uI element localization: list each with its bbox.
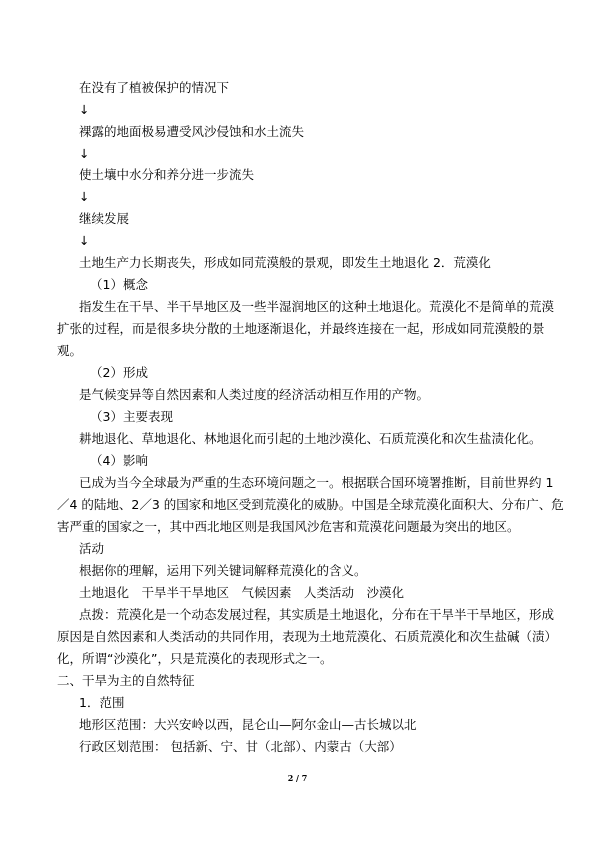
paragraph-line: 根据你的理解，运用下列关键词解释荒漠化的含义。: [79, 563, 367, 578]
text-line: 使土壤中水分和养分进一步流失: [79, 167, 255, 182]
section-heading: （4）影响: [90, 453, 148, 468]
paragraph-line: 是气候变异等自然因素和人类过度的经济活动相互作用的产物。: [79, 387, 430, 402]
keyword-list: 土地退化 干旱半干旱地区 气候因素 人类活动 沙漠化: [79, 585, 405, 600]
activity-label: 活动: [79, 541, 105, 556]
page-number: 2 / 7: [287, 773, 308, 783]
section-heading: （3）主要表现: [90, 409, 173, 424]
paragraph-line: 点拨：荒漠化是一个动态发展过程，其实质是土地退化，分布在干旱半干旱地区，形成: [79, 607, 555, 622]
text-line: 在没有了植被保护的情况下: [79, 80, 230, 95]
paragraph-line: 害严重的国家之一，其中西北地区则是我国风沙危害和荒漠花问题最为突出的地区。: [57, 519, 520, 534]
subsection-heading: 1．范围: [79, 695, 125, 710]
text-line: 裸露的地面极易遭受风沙侵蚀和水土流失: [79, 124, 305, 139]
paragraph-line: 原因是自然因素和人类活动的共同作用，表现为土地荒漠化、石质荒漠化和次生盐碱（渍）: [57, 629, 558, 644]
paragraph-line: ／4 的陆地、2／3 的国家和地区受到荒漠化的威胁。中国是全球荒漠化面积大、分布广、危: [57, 497, 564, 512]
down-arrow: ↓: [79, 146, 90, 161]
paragraph-line: 已成为当今全球最为严重的生态环境问题之一。根据联合国环境署推断，目前世界约 1: [79, 475, 554, 490]
section-heading: 二、干旱为主的自然特征: [57, 673, 195, 688]
down-arrow: ↓: [79, 102, 90, 117]
section-heading: （2）形成: [90, 365, 148, 380]
text-line: 土地生产力长期丧失，形成如同荒漠般的景观，即发生土地退化 2．荒漠化: [79, 255, 491, 270]
paragraph-line: 地形区范围：大兴安岭以西，昆仑山—阿尔金山—古长城以北: [79, 717, 417, 732]
paragraph-line: 扩张的过程，而是很多块分散的土地逐渐退化，并最终连接在一起，形成如同荒漠般的景: [57, 321, 545, 336]
down-arrow: ↓: [79, 189, 90, 204]
paragraph-line: 耕地退化、草地退化、林地退化而引起的土地沙漠化、石质荒漠化和次生盐渍化化。: [79, 431, 542, 446]
paragraph-line: 观。: [57, 343, 83, 358]
section-heading: （1）概念: [90, 277, 148, 292]
down-arrow: ↓: [79, 233, 90, 248]
paragraph-line: 化，所谓“沙漠化”，只是荒漠化的表现形式之一。: [57, 651, 333, 666]
paragraph-line: 行政区划范围： 包括新、宁、甘（北部）、内蒙古（大部）: [79, 739, 402, 754]
paragraph-line: 指发生在干旱、半干旱地区及一些半湿润地区的这种土地退化。荒漠化不是简单的荒漠: [79, 299, 555, 314]
text-line: 继续发展: [79, 211, 130, 226]
